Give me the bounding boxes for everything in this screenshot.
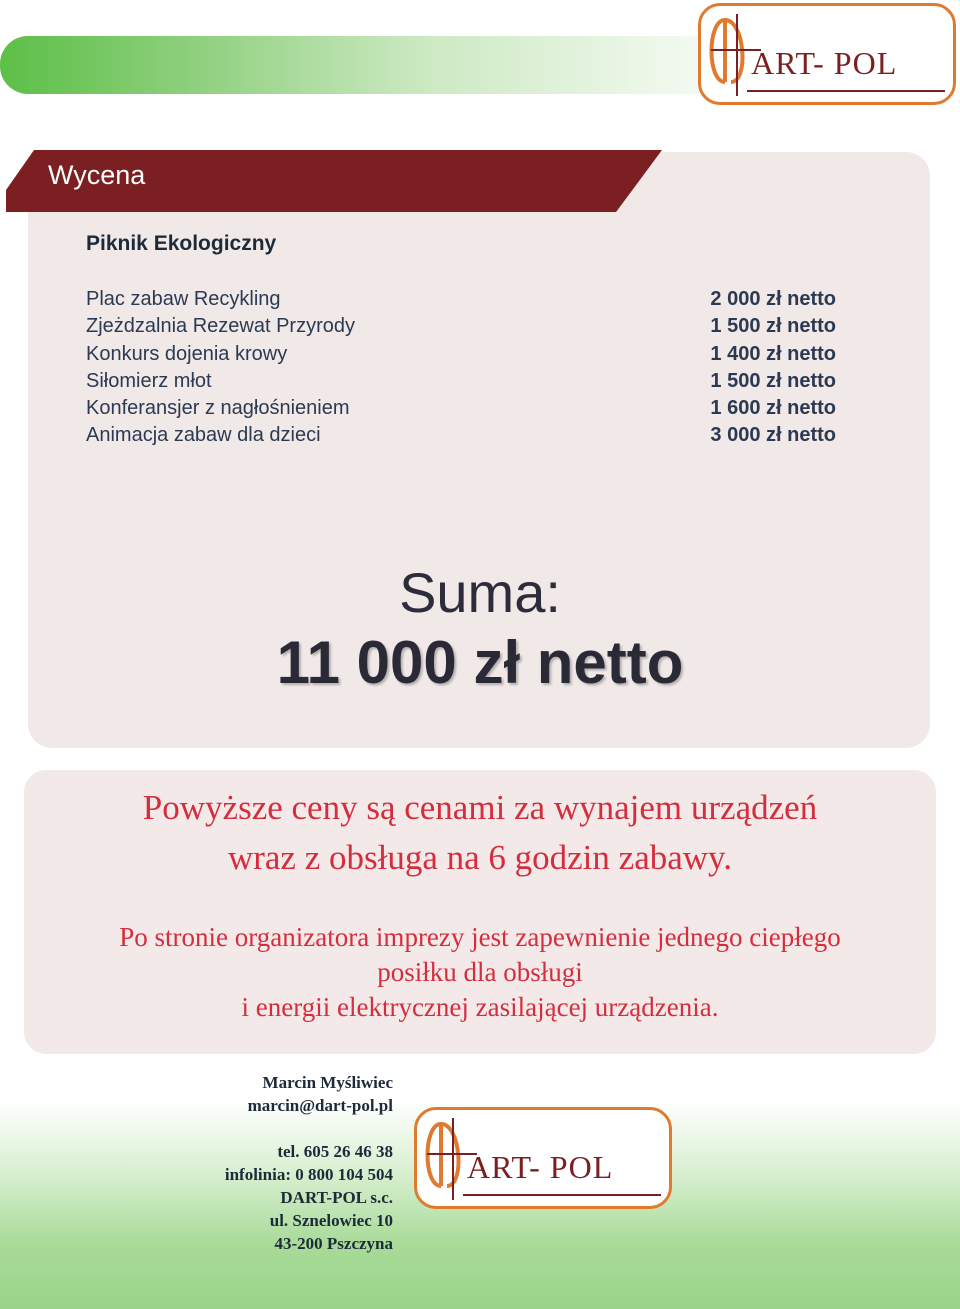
logo-underline xyxy=(463,1194,661,1196)
logo-underline xyxy=(747,90,945,92)
contact-primary xyxy=(150,1071,393,1117)
item-price: 3 000 zł netto xyxy=(710,424,836,447)
contact-city: 43-200 Pszczyna xyxy=(274,1234,393,1253)
contact-company: DART-POL s.c. xyxy=(280,1188,393,1207)
item-name: Konkurs dojenia krowy xyxy=(86,342,288,365)
item-list xyxy=(86,286,355,450)
item-name: Plac zabaw Recykling xyxy=(86,288,281,310)
event-title: Piknik Ekologiczny xyxy=(86,232,277,255)
contact-details xyxy=(150,1140,393,1255)
note-line: i energii elektrycznej zasilającej urządzenia. xyxy=(241,992,719,1022)
item-name: Konferansjer z nagłośnieniem xyxy=(86,397,350,420)
sum-value: 11 000 zł netto xyxy=(276,629,684,696)
item-price: 1 400 zł netto xyxy=(710,342,836,365)
item-name: Animacja zabaw dla dzieci xyxy=(86,424,321,447)
price-list xyxy=(600,286,836,450)
contact-phone: tel. 605 26 46 38 xyxy=(277,1142,393,1161)
note-line: Powyższe ceny są cenami za wynajem urządzeń xyxy=(142,788,818,827)
item-name: Zjeżdzalnia Rezewat Przyrody xyxy=(86,315,355,338)
company-logo-footer xyxy=(414,1107,672,1209)
item-name: Siłomierz młot xyxy=(86,369,212,392)
note-line: Po stronie organizatora imprezy jest zapewnienie jednego ciepłego xyxy=(119,922,841,952)
logo-text: ART- POL xyxy=(751,45,898,81)
logo-text: ART- POL xyxy=(467,1149,614,1185)
contact-name: Marcin Myśliwiec xyxy=(262,1073,393,1092)
item-price: 1 500 zł netto xyxy=(710,315,836,338)
contact-email[interactable]: marcin@dart-pol.pl xyxy=(247,1096,393,1115)
note-line: wraz z obsługa na 6 godzin zabawy. xyxy=(227,838,733,877)
top-green-band xyxy=(0,36,780,94)
contact-street: ul. Sznelowiec 10 xyxy=(269,1211,393,1230)
note-line: posiłku dla obsługi xyxy=(377,957,583,987)
company-logo xyxy=(698,3,956,105)
section-title: Wycena xyxy=(48,160,146,190)
contact-infoline: infolinia: 0 800 104 504 xyxy=(224,1165,393,1184)
sum-label: Suma: xyxy=(399,561,561,624)
item-price: 1 500 zł netto xyxy=(710,369,836,392)
item-price: 1 600 zł netto xyxy=(710,397,836,420)
item-price: 2 000 zł netto xyxy=(710,288,836,310)
